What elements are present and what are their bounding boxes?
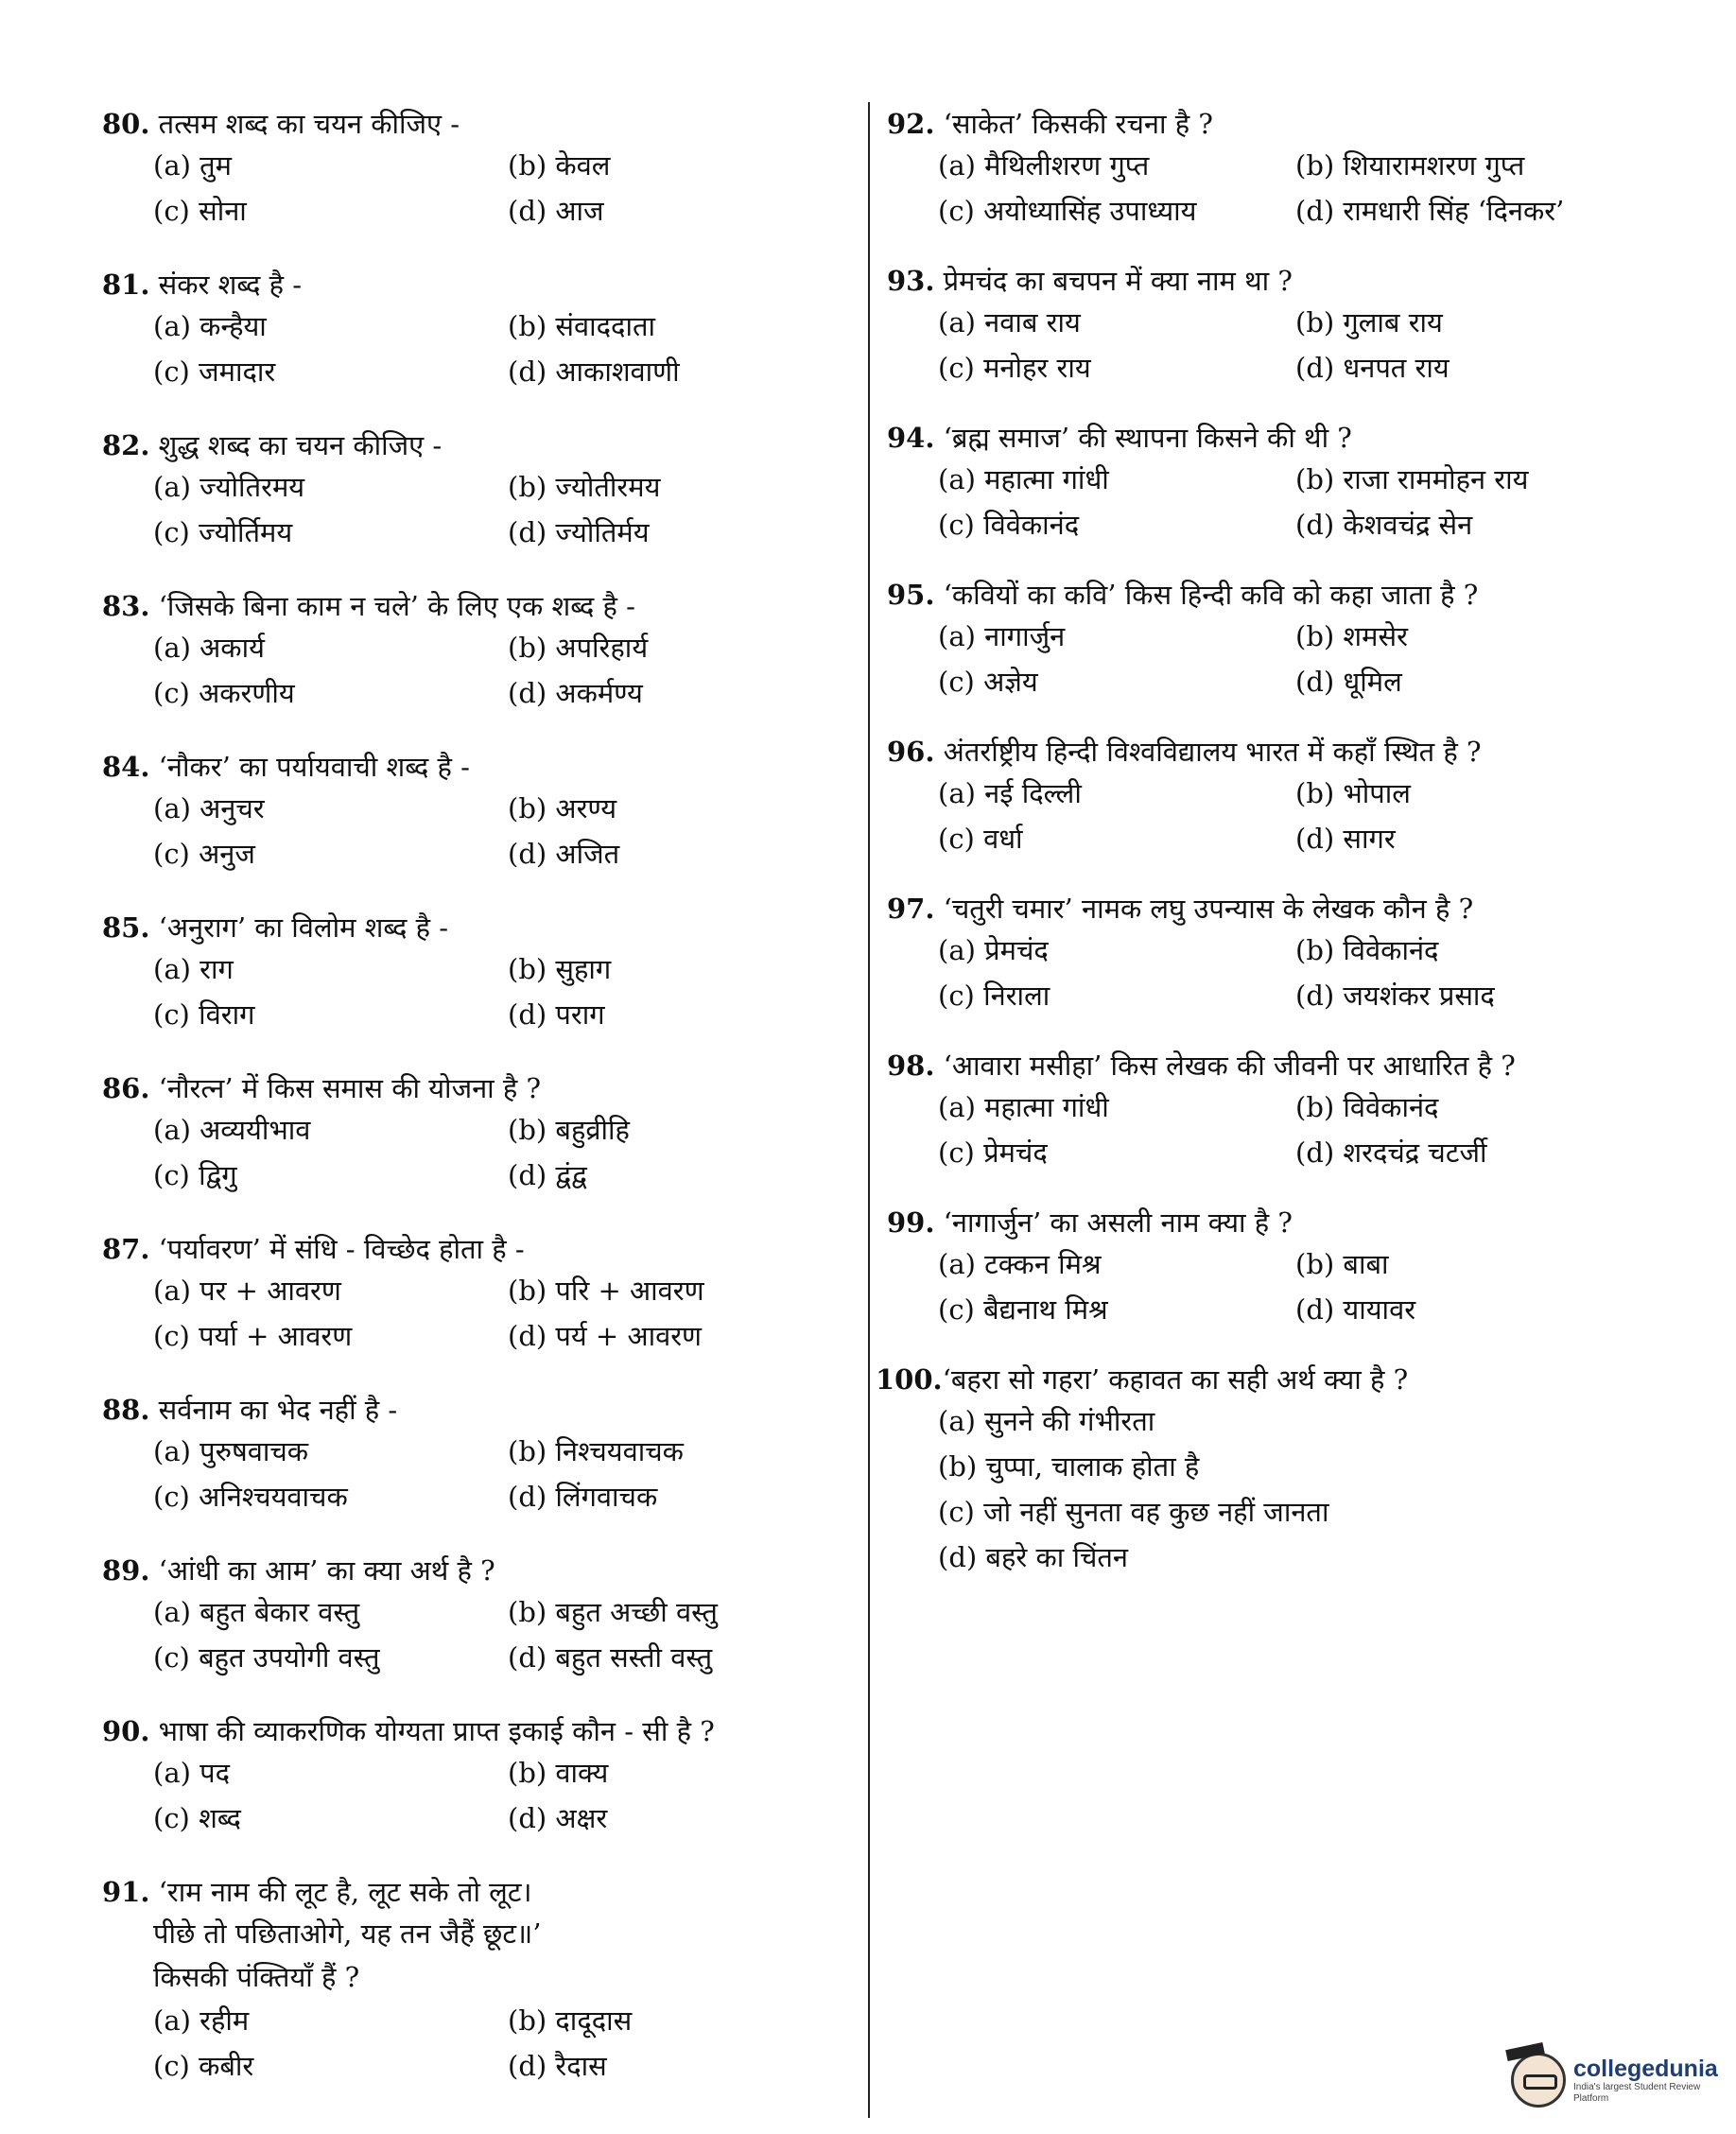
option-d: (d) अजित <box>508 838 620 870</box>
option-c: (c) ज्योर्तिमय <box>153 516 293 548</box>
question-text: तत्सम शब्द का चयन कीजिए - <box>158 108 460 140</box>
option-a: (a) ज्योतिरमय <box>153 471 305 503</box>
option-d: (d) अक्षर <box>508 1802 608 1834</box>
question-text: ‘कवियों का कवि’ किस हिन्दी कवि को कहा जाता है ? <box>943 579 1479 611</box>
option-a: (a) अनुचर <box>153 792 265 824</box>
option-b: (b) अपरिहार्य <box>508 632 649 664</box>
question-text: ‘जिसके बिना काम न चले’ के लिए एक शब्द है - <box>158 590 635 622</box>
question-text-line-3: किसकी पंक्तियाँ हैं ? <box>153 1961 360 1993</box>
question-83 <box>102 588 859 711</box>
option-d: (d) पराग <box>508 998 605 1031</box>
question-text: प्रेमचंद का बचपन में क्या नाम था ? <box>943 265 1293 297</box>
option-a: (a) राग <box>153 953 234 985</box>
option-b: (b) विवेकानंद <box>1295 934 1439 966</box>
question-number: 96. <box>887 736 935 768</box>
question-number: 80. <box>102 108 150 140</box>
question-number: 90. <box>102 1715 150 1747</box>
option-d: (d) शरदचंद्र चटर्जी <box>1295 1136 1487 1169</box>
question-text: ‘ब्रह्म समाज’ की स्थापना किसने की थी ? <box>943 422 1352 454</box>
question-text: संकर शब्द है - <box>158 269 303 301</box>
question-number: 93. <box>887 265 935 297</box>
option-b: (b) बहुत अच्छी वस्तु <box>508 1596 718 1628</box>
option-a: (a) प्रेमचंद <box>938 934 1049 966</box>
question-number: 87. <box>102 1233 150 1265</box>
question-80 <box>102 106 859 229</box>
question-88 <box>102 1392 859 1515</box>
option-a: (a) नई दिल्ली <box>938 777 1082 809</box>
question-92 <box>887 106 1634 229</box>
option-b: (b) निश्चयवाचक <box>508 1435 684 1467</box>
logo-name: collegedunia <box>1573 2056 1718 2082</box>
option-d: (d) धूमिल <box>1295 666 1402 698</box>
question-number: 92. <box>887 108 935 140</box>
option-c: (c) सोना <box>153 195 247 227</box>
option-b: (b) अरण्य <box>508 792 617 824</box>
question-84 <box>102 749 859 872</box>
question-number: 86. <box>102 1072 150 1104</box>
option-a: (a) बहुत बेकार वस्तु <box>153 1596 360 1628</box>
column-divider <box>868 102 870 2118</box>
option-a: (a) अकार्य <box>153 632 265 664</box>
option-b: (b) विवेकानंद <box>1295 1091 1439 1123</box>
question-text: सर्वनाम का भेद नहीं है - <box>158 1394 398 1426</box>
question-text: ‘नागार्जुन’ का असली नाम क्या है ? <box>943 1206 1293 1239</box>
option-c: (c) द्विगु <box>153 1159 237 1191</box>
question-text: ‘पर्यावरण’ में संधि - विच्छेद होता है - <box>158 1233 525 1265</box>
option-c: (c) अनिश्चयवाचक <box>153 1481 348 1513</box>
option-a: (a) कन्हैया <box>153 310 267 342</box>
option-c: (c) विराग <box>153 998 255 1031</box>
question-number: 85. <box>102 911 150 944</box>
option-c: (c) निराला <box>938 980 1050 1012</box>
question-text: ‘आवारा मसीहा’ किस लेखक की जीवनी पर आधारित है ? <box>943 1050 1516 1082</box>
option-c: (c) शब्द <box>153 1802 241 1834</box>
logo-tagline: India's largest Student Review Platform <box>1573 2082 1701 2104</box>
option-b: (b) शमसेर <box>1295 620 1408 652</box>
question-number: 81. <box>102 269 150 301</box>
option-d: (d) रामधारी सिंह ‘दिनकर’ <box>1295 195 1565 227</box>
option-a: (a) टक्कन मिश्र <box>938 1248 1102 1280</box>
option-c: (c) अज्ञेय <box>938 666 1038 698</box>
question-number: 91. <box>102 1876 150 1908</box>
option-b: (b) दादूदास <box>508 2004 633 2037</box>
option-a: (a) तुम <box>153 149 233 182</box>
question-100 <box>876 1362 1634 1585</box>
option-d: (d) सागर <box>1295 823 1396 855</box>
option-b: (b) संवाददाता <box>508 310 655 342</box>
option-c: (c) जमादार <box>153 356 276 388</box>
question-85 <box>102 910 859 1032</box>
question-82 <box>102 427 859 550</box>
question-text: ‘चतुरी चमार’ नामक लघु उपन्यास के लेखक कौन है ? <box>943 893 1474 925</box>
question-text: ‘नौकर’ का पर्यायवाची शब्द है - <box>158 751 470 783</box>
option-d: (d) रैदास <box>508 2050 607 2082</box>
option-d: (d) जयशंकर प्रसाद <box>1295 980 1495 1012</box>
question-95 <box>887 577 1634 700</box>
option-c: (c) प्रेमचंद <box>938 1136 1048 1169</box>
option-a: (a) महात्मा गांधी <box>938 463 1109 495</box>
option-d: (d) आज <box>508 195 604 227</box>
question-91 <box>102 1874 859 2084</box>
question-number: 99. <box>887 1206 935 1239</box>
question-97 <box>887 891 1634 1014</box>
question-text: शुद्ध शब्द का चयन कीजिए - <box>158 429 443 461</box>
question-number: 94. <box>887 422 935 454</box>
option-c: (c) वर्धा <box>938 823 1023 855</box>
question-94 <box>887 420 1634 543</box>
question-number: 97. <box>887 893 935 925</box>
option-a: (a) नवाब राय <box>938 306 1081 338</box>
option-d: (d) पर्य + आवरण <box>508 1320 703 1352</box>
question-86 <box>102 1070 859 1193</box>
question-text: अंतर्राष्ट्रीय हिन्दी विश्वविद्यालय भारत में कहाँ स्थित है ? <box>943 736 1482 768</box>
question-90 <box>102 1713 859 1836</box>
question-text: ‘आंधी का आम’ का क्या अर्थ है ? <box>158 1554 495 1587</box>
option-a: (a) सुनने की गंभीरता <box>938 1405 1155 1437</box>
option-d: (d) ज्योतिर्मय <box>508 516 650 548</box>
question-81 <box>102 267 859 390</box>
option-d: (d) द्वंद्व <box>508 1159 587 1191</box>
option-b: (b) सुहाग <box>508 953 612 985</box>
option-d: (d) धनपत राय <box>1295 352 1450 384</box>
option-a: (a) अव्ययीभाव <box>153 1114 311 1146</box>
option-b: (b) परि + आवरण <box>508 1275 704 1307</box>
question-number: 89. <box>102 1554 150 1587</box>
option-d: (d) आकाशवाणी <box>508 356 680 388</box>
option-c: (c) विवेकानंद <box>938 509 1080 541</box>
question-text: ‘अनुराग’ का विलोम शब्द है - <box>158 911 449 944</box>
question-number: 88. <box>102 1394 150 1426</box>
option-b: (b) चुप्पा, चालाक होता है <box>938 1450 1200 1483</box>
question-number: 84. <box>102 751 150 783</box>
question-87 <box>102 1231 859 1354</box>
option-b: (b) ज्योतीरमय <box>508 471 661 503</box>
question-text: ‘बहरा सो गहरा’ कहावत का सही अर्थ क्या है ? <box>942 1363 1409 1396</box>
option-d: (d) बहरे का चिंतन <box>938 1541 1128 1573</box>
option-a: (a) पर + आवरण <box>153 1275 341 1307</box>
option-d: (d) लिंगवाचक <box>508 1481 658 1513</box>
option-b: (b) बाबा <box>1295 1248 1389 1280</box>
question-text: भाषा की व्याकरणिक योग्यता प्राप्त इकाई कौन - सी है ? <box>158 1715 715 1747</box>
option-c: (c) अनुज <box>153 838 255 870</box>
option-b: (b) केवल <box>508 149 611 182</box>
option-d: (d) यायावर <box>1295 1293 1416 1326</box>
graduate-mascot-icon <box>1511 2053 1566 2108</box>
option-b: (b) गुलाब राय <box>1295 306 1443 338</box>
option-b: (b) वाक्य <box>508 1757 609 1789</box>
option-a: (a) महात्मा गांधी <box>938 1091 1109 1123</box>
question-text: ‘साकेत’ किसकी रचना है ? <box>943 108 1213 140</box>
option-b: (b) भोपाल <box>1295 777 1411 809</box>
option-c: (c) मनोहर राय <box>938 352 1091 384</box>
option-b: (b) बहुव्रीहि <box>508 1114 630 1146</box>
question-text: ‘नौरत्न’ में किस समास की योजना है ? <box>158 1072 542 1104</box>
question-93 <box>887 263 1634 386</box>
question-number: 95. <box>887 579 935 611</box>
option-a: (a) पद <box>153 1757 231 1789</box>
option-d: (d) बहुत सस्ती वस्तु <box>508 1641 713 1674</box>
option-d: (d) अकर्मण्य <box>508 677 643 709</box>
question-96 <box>887 734 1634 857</box>
question-text-line-2: पीछे तो पछिताओगे, यह तन जैहैं छूट॥’ <box>153 1917 542 1950</box>
option-c: (c) अकरणीय <box>153 677 295 709</box>
question-number: 82. <box>102 429 150 461</box>
question-number: 98. <box>887 1050 935 1082</box>
option-a: (a) रहीम <box>153 2004 250 2037</box>
option-c: (c) बहुत उपयोगी वस्तु <box>153 1641 380 1674</box>
option-a: (a) मैथिलीशरण गुप्त <box>938 149 1150 182</box>
question-text: ‘राम नाम की लूट है, लूट सके तो लूट। <box>158 1876 532 1908</box>
option-c: (c) कबीर <box>153 2050 254 2082</box>
option-c: (c) अयोध्यासिंह उपाध्याय <box>938 195 1197 227</box>
option-b: (b) शियारामशरण गुप्त <box>1295 149 1525 182</box>
option-c: (c) बैद्यनाथ मिश्र <box>938 1293 1108 1326</box>
collegedunia-logo <box>1511 2042 1730 2118</box>
question-number: 83. <box>102 590 150 622</box>
option-a: (a) पुरुषवाचक <box>153 1435 309 1467</box>
option-b: (b) राजा राममोहन राय <box>1295 463 1529 495</box>
question-98 <box>887 1048 1634 1171</box>
question-89 <box>102 1553 859 1675</box>
option-c: (c) जो नहीं सुनता वह कुछ नहीं जानता <box>938 1496 1329 1528</box>
option-d: (d) केशवचंद्र सेन <box>1295 509 1473 541</box>
question-99 <box>887 1205 1634 1327</box>
question-number: 100. <box>876 1363 943 1396</box>
option-a: (a) नागार्जुन <box>938 620 1066 652</box>
option-c: (c) पर्या + आवरण <box>153 1320 353 1352</box>
